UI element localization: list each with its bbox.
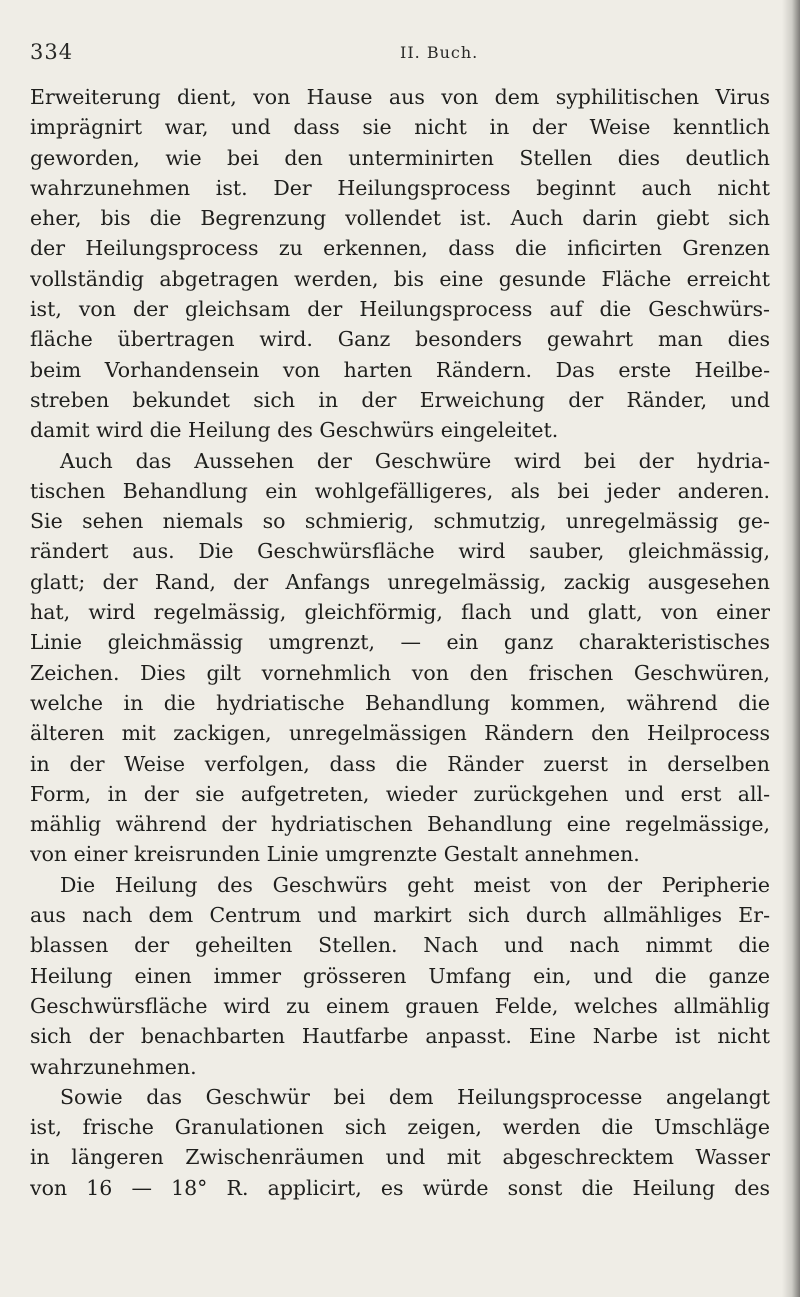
text-line: glatt; der Rand, der Anfangs unregelmässig, zackig ausgesehen bbox=[30, 569, 770, 594]
page-header bbox=[30, 40, 770, 74]
text-line: hat, wird regelmässig, gleichförmig, flach und glatt, von einer bbox=[30, 600, 770, 625]
text-line: Form, in der sie aufgetreten, wieder zurückgehen und erst all- bbox=[30, 781, 770, 806]
text-line: wahrzunehmen ist. Der Heilungsprocess beginnt auch nicht bbox=[30, 175, 770, 200]
text-line: imprägnirt war, und dass sie nicht in der Weise kenntlich bbox=[30, 115, 770, 140]
text-line: aus nach dem Centrum und markirt sich durch allmähliges Er- bbox=[30, 903, 770, 928]
page-number: 334 bbox=[30, 40, 74, 64]
text-line: vollständig abgetragen werden, bis eine gesunde Fläche erreicht bbox=[30, 266, 770, 291]
text-line: Auch das Aussehen der Geschwüre wird bei der hydria- bbox=[60, 448, 770, 473]
text-line: Linie gleichmässig umgrenzt, — ein ganz charakteristisches bbox=[30, 630, 770, 655]
text-line: Geschwürsfläche wird zu einem grauen Felde, welches allmählig bbox=[30, 993, 770, 1018]
text-line: welche in die hydriatische Behandlung kommen, während die bbox=[30, 690, 770, 715]
running-head: II. Buch. bbox=[400, 43, 479, 62]
text-line: in längeren Zwischenräumen und mit abgeschrecktem Wasser bbox=[30, 1145, 770, 1170]
text-line: von einer kreisrunden Linie umgrenzte Gestalt annehmen. bbox=[30, 842, 640, 867]
text-line: mählig während der hydriatischen Behandlung eine regelmässige, bbox=[30, 812, 770, 837]
text-line: sich der benachbarten Hautfarbe anpasst. Eine Narbe ist nicht bbox=[30, 1024, 770, 1049]
page-edge-shadow bbox=[782, 0, 800, 1297]
text-line: in der Weise verfolgen, dass die Ränder zuerst in derselben bbox=[30, 751, 770, 776]
text-line: Erweiterung dient, von Hause aus von dem syphilitischen Virus bbox=[30, 85, 770, 109]
text-line: tischen Behandlung ein wohlgefälligeres, als bei jeder anderen. bbox=[30, 478, 770, 503]
text-line: Die Heilung des Geschwürs geht meist von der Peripherie bbox=[60, 872, 770, 897]
body-text bbox=[30, 82, 770, 1203]
text-line: Sowie das Geschwür bei dem Heilungsprocesse angelangt bbox=[60, 1084, 770, 1109]
text-line: der Heilungsprocess zu erkennen, dass die inficirten Grenzen bbox=[30, 236, 770, 261]
text-line: rändert aus. Die Geschwürsfläche wird sauber, gleichmässig, bbox=[30, 539, 770, 564]
text-line: Heilung einen immer grösseren Umfang ein, und die ganze bbox=[30, 963, 770, 988]
text-line: blassen der geheilten Stellen. Nach und nach nimmt die bbox=[30, 933, 770, 958]
text-line: älteren mit zackigen, unregelmässigen Rändern den Heilprocess bbox=[30, 721, 770, 746]
text-line: wahrzunehmen. bbox=[30, 1054, 197, 1079]
text-line: eher, bis die Begrenzung vollendet ist. Auch darin giebt sich bbox=[30, 206, 770, 231]
text-line: ist, frische Granulationen sich zeigen, werden die Umschläge bbox=[30, 1115, 770, 1140]
text-line: von 16 — 18° R. applicirt, es würde sonst die Heilung des bbox=[30, 1175, 770, 1200]
text-line: beim Vorhandensein von harten Rändern. Das erste Heilbe- bbox=[30, 357, 770, 382]
text-line: damit wird die Heilung des Geschwürs eingeleitet. bbox=[30, 418, 559, 443]
text-line: ist, von der gleichsam der Heilungsprocess auf die Geschwürs- bbox=[30, 297, 770, 322]
text-line: Sie sehen niemals so schmierig, schmutzig, unregelmässig ge- bbox=[30, 509, 770, 534]
text-line: geworden, wie bei den unterminirten Stellen dies deutlich bbox=[30, 145, 770, 170]
text-line: fläche übertragen wird. Ganz besonders gewahrt man dies bbox=[30, 327, 770, 352]
text-line: streben bekundet sich in der Erweichung der Ränder, und bbox=[30, 387, 770, 412]
text-line: Zeichen. Dies gilt vornehmlich von den frischen Geschwüren, bbox=[30, 660, 770, 685]
